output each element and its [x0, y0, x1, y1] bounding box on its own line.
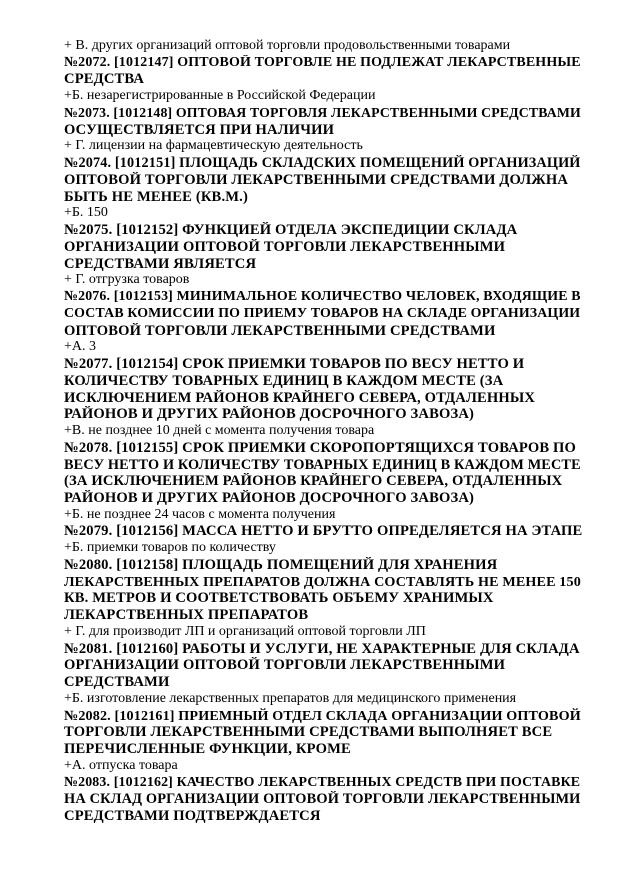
question-text-line: СРЕДСТВАМИ ЯВЛЯЕТСЯ [64, 255, 257, 272]
question-text-line: №2074. [1012151] ПЛОЩАДЬ СКЛАДСКИХ ПОМЕЩЕНИЙ ОРГАНИЗАЦИЙ [64, 154, 581, 171]
question-text-line: (ЗА ИСКЛЮЧЕНИЕМ РАЙОНОВ КРАЙНЕГО СЕВЕРА, ОТДАЛЕННЫХ [64, 473, 563, 490]
question-text-line: СРЕДСТВАМИ ПОДТВЕРЖДАЕТСЯ [64, 808, 321, 825]
question-text-line: ОСУЩЕСТВЛЯЕТСЯ ПРИ НАЛИЧИИ [64, 121, 335, 138]
answer-text-line: +А. отпуска товара [64, 758, 178, 774]
question-text-line: №2080. [1012158] ПЛОЩАДЬ ПОМЕЩЕНИЙ ДЛЯ ХРАНЕНИЯ [64, 556, 498, 573]
answer-text-line: +Б. не позднее 24 часов с момента получения [64, 506, 336, 522]
answer-text-line: +Б. изготовление лекарственных препаратов для медицинского применения [64, 691, 517, 707]
question-text-line: НА СКЛАД ОРГАНИЗАЦИИ ОПТОВОЙ ТОРГОВЛИ ЛЕКАРСТВЕННЫМИ [64, 791, 581, 808]
question-text-line: №2079. [1012156] МАССА НЕТТО И БРУТТО ОПРЕДЕЛЯЕТСЯ НА ЭТАПЕ [64, 523, 583, 540]
question-text-line: ТОРГОВЛИ ЛЕКАРСТВЕННЫМИ СРЕДСТВАМИ ВЫПОЛНЯЕТ ВСЕ [64, 724, 553, 741]
question-text-line: №2083. [1012162] КАЧЕСТВО ЛЕКАРСТВЕННЫХ СРЕДСТВ ПРИ ПОСТАВКЕ [64, 774, 581, 790]
document-body [64, 38, 584, 825]
question-text-line: №2081. [1012160] РАБОТЫ И УСЛУГИ, НЕ ХАРАКТЕРНЫЕ ДЛЯ СКЛАДА [64, 640, 580, 657]
question-text-line: СРЕДСТВАМИ [64, 674, 170, 691]
answer-text-line: +Б. приемки товаров по количеству [64, 540, 276, 556]
question-text-line: №2077. [1012154] СРОК ПРИЕМКИ ТОВАРОВ ПО ВЕСУ НЕТТО И [64, 355, 525, 372]
question-text-line: СРЕДСТВА [64, 71, 145, 88]
question-text-line: №2078. [1012155] СРОК ПРИЕМКИ СКОРОПОРТЯЩИХСЯ ТОВАРОВ ПО [64, 439, 577, 456]
question-text-line: ЛЕКАРСТВЕННЫХ ПРЕПАРАТОВ [64, 607, 309, 624]
answer-text-line: +Б. 150 [64, 205, 108, 221]
question-text-line: РАЙОНОВ И ДРУГИХ РАЙОНОВ ДОСРОЧНОГО ЗАВОЗА) [64, 490, 475, 507]
question-text-line: ВЕСУ НЕТТО И КОЛИЧЕСТВУ ТОВАРНЫХ ЕДИНИЦ В КАЖДОМ МЕСТЕ [64, 456, 581, 473]
question-text-line: ОПТОВОЙ ТОРГОВЛИ ЛЕКАРСТВЕННЫМИ СРЕДСТВАМИ ДОЛЖНА [64, 171, 569, 188]
question-text-line: ОПТОВОЙ ТОРГОВЛИ ЛЕКАРСТВЕННЫМИ СРЕДСТВАМИ [64, 322, 496, 339]
question-text-line: №2072. [1012147] ОПТОВОЙ ТОРГОВЛЕ НЕ ПОДЛЕЖАТ ЛЕКАРСТВЕННЫЕ [64, 54, 581, 70]
question-text-line: №2075. [1012152] ФУНКЦИЕЙ ОТДЕЛА ЭКСПЕДИЦИИ СКЛАДА [64, 221, 518, 238]
answer-text-line: + В. других организаций оптовой торговли продовольственными товарами [64, 38, 511, 53]
question-text-line: БЫТЬ НЕ МЕНЕЕ (КВ.М.) [64, 188, 248, 205]
question-text-line: ПЕРЕЧИСЛЕННЫЕ ФУНКЦИИ, КРОМЕ [64, 741, 351, 758]
question-text-line: ОРГАНИЗАЦИИ ОПТОВОЙ ТОРГОВЛИ ЛЕКАРСТВЕННЫМИ [64, 657, 506, 674]
question-text-line: ЛЕКАРСТВЕННЫХ ПРЕПАРАТОВ ДОЛЖНА СОСТАВЛЯТЬ НЕ МЕНЕЕ 150 [64, 573, 581, 590]
question-text-line: ИСКЛЮЧЕНИЕМ РАЙОНОВ КРАЙНЕГО СЕВЕРА, ОТДАЛЕННЫХ [64, 389, 536, 406]
answer-text-line: +Б. незарегистрированные в Российской Федерации [64, 88, 376, 104]
question-text-line: СОСТАВ КОМИССИИ ПО ПРИЕМУ ТОВАРОВ НА СКЛАДЕ ОРГАНИЗАЦИИ [64, 305, 581, 321]
answer-text-line: +А. 3 [64, 339, 97, 355]
answer-text-line: + Г. для производит ЛП и организаций оптовой торговли ЛП [64, 624, 426, 640]
answer-text-line: + Г. отгрузка товаров [64, 272, 190, 288]
question-text-line: ОРГАНИЗАЦИИ ОПТОВОЙ ТОРГОВЛИ ЛЕКАРСТВЕННЫМИ [64, 238, 506, 255]
question-text-line: КВ. МЕТРОВ И СООТВЕТСТВОВАТЬ ОБЪЕМУ ХРАНИМЫХ [64, 590, 494, 607]
question-text-line: №2082. [1012161] ПРИЕМНЫЙ ОТДЕЛ СКЛАДА ОРГАНИЗАЦИИ ОПТОВОЙ [64, 707, 581, 724]
question-text-line: КОЛИЧЕСТВУ ТОВАРНЫХ ЕДИНИЦ В КАЖДОМ МЕСТЕ (ЗА [64, 372, 504, 389]
question-text-line: №2076. [1012153] МИНИМАЛЬНОЕ КОЛИЧЕСТВО ЧЕЛОВЕК, ВХОДЯЩИЕ В [64, 288, 581, 304]
question-text-line: РАЙОНОВ И ДРУГИХ РАЙОНОВ ДОСРОЧНОГО ЗАВОЗА) [64, 406, 475, 423]
answer-text-line: + Г. лицензии на фармацевтическую деятельность [64, 138, 363, 154]
question-text-line: №2073. [1012148] ОПТОВАЯ ТОРГОВЛЯ ЛЕКАРСТВЕННЫМИ СРЕДСТВАМИ [64, 104, 581, 120]
answer-text-line: +В. не позднее 10 дней с момента получения товара [64, 423, 375, 439]
